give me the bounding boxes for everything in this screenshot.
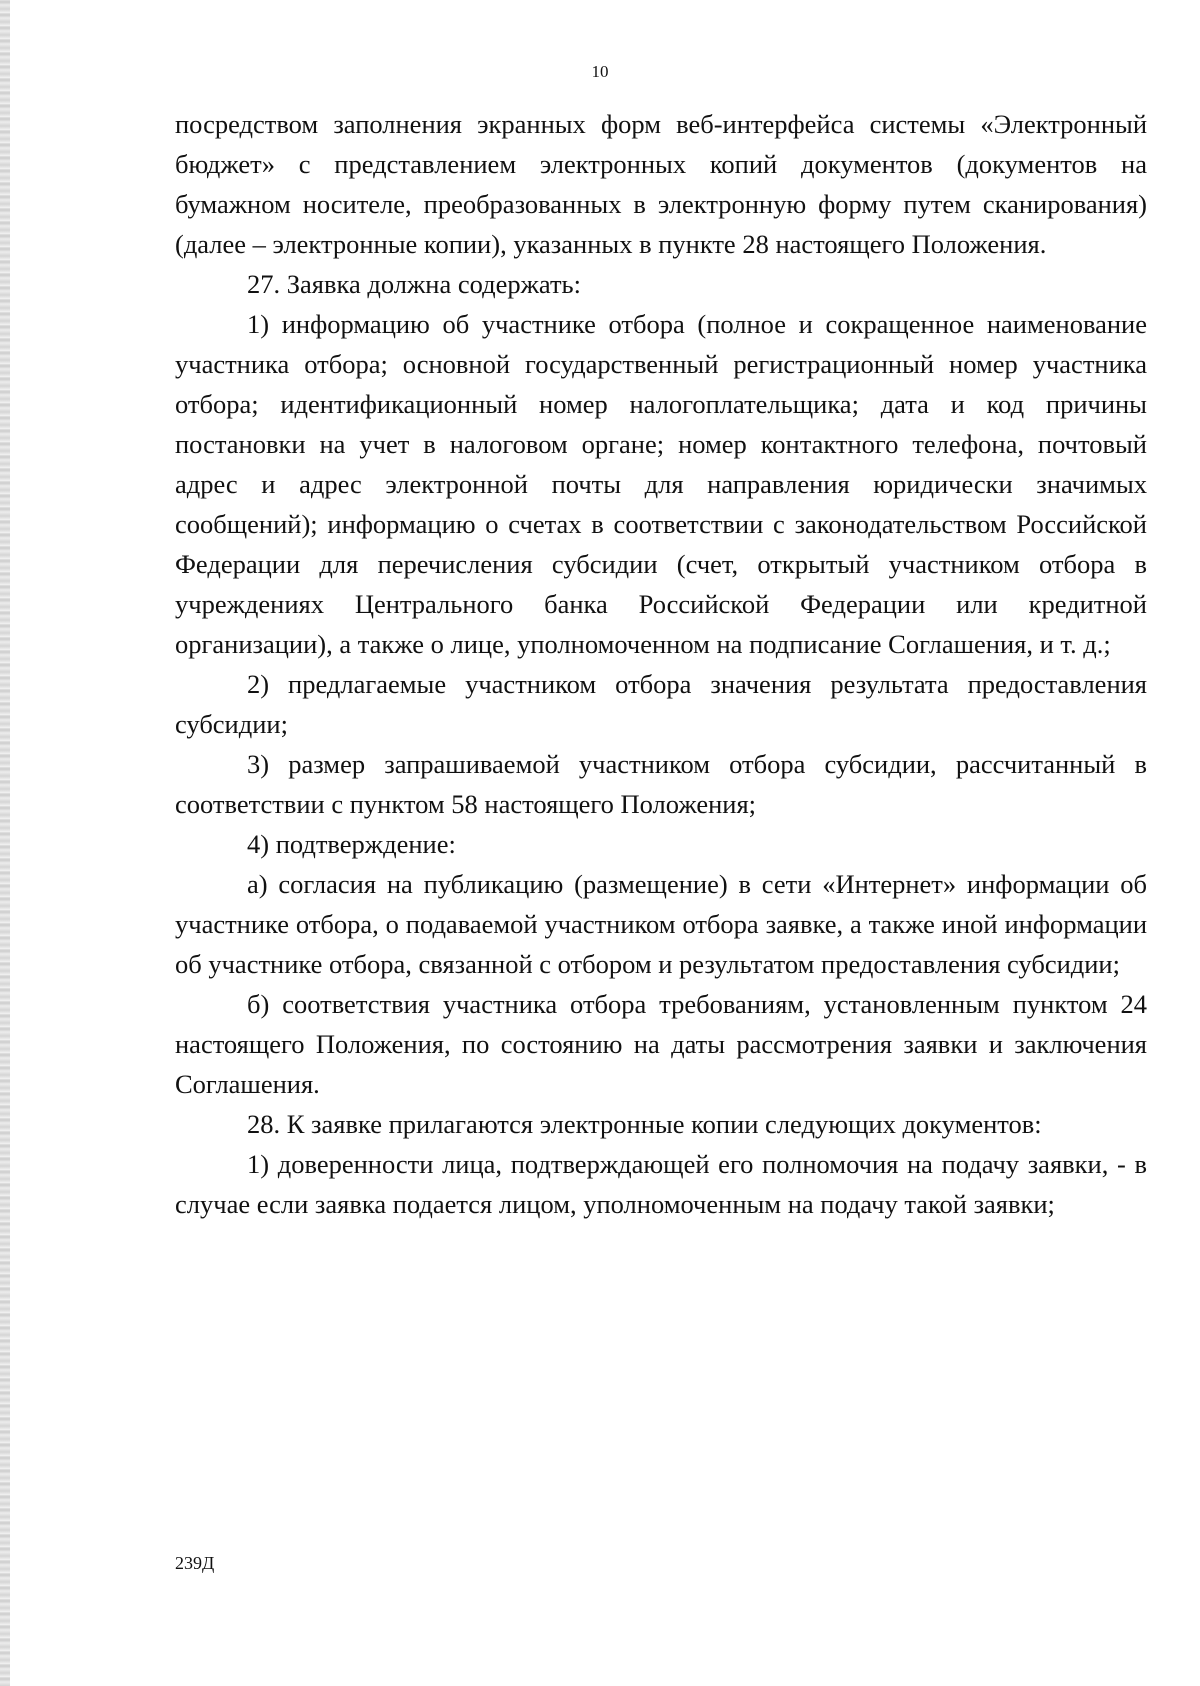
paragraph-item-28-subitem-1: 1) доверенности лица, подтверждающей его полномочия на подачу заявки, - в случае если заявка подается лицом, уполномоченным на подачу такой заявки; <box>175 1149 1147 1219</box>
paragraph-subitem-2: 2) предлагаемые участником отбора значения результата предоставления субсидии; <box>175 669 1147 739</box>
paragraph-subitem-3: 3) размер запрашиваемой участником отбора субсидии, рассчитанный в соответствии с пунктом 58 настоящего Положения; <box>175 749 1147 819</box>
paragraph-subitem-1: 1) информацию об участнике отбора (полное и сокращенное наименование участника отбора; основной государственный регистрационный номер участника отбора; идентификационный номер налогоплательщика; дата и код причины постановки на учет в налоговом органе; номер контактного телефона, почтовый адрес и адрес электронной почты для направления юридически значимых сообщений); информацию о счетах в соответствии с законодательством Российской Федерации для перечисления субсидии (счет, открытый участником отбора в учреждениях Центрального банка Российской Федерации или кредитной организации), а также о лице, уполномоченном на подписание Соглашения, и т. д.; <box>175 309 1147 659</box>
paragraph-subitem-b: б) соответствия участника отбора требованиям, установленным пунктом 24 настоящего Положения, по состоянию на даты рассмотрения заявки и заключения Соглашения. <box>175 989 1147 1099</box>
document-code: 239Д <box>175 1553 215 1573</box>
paragraph-subitem-4: 4) подтверждение: <box>247 829 456 859</box>
paragraph-continuation: посредством заполнения экранных форм веб-интерфейса системы «Электронный бюджет» с представлением электронных копий документов (документов на бумажном носителе, преобразованных в электронную форму путем сканирования) (далее – электронные копии), указанных в пункте 28 настоящего Положения. <box>175 109 1147 259</box>
paragraph-item-27: 27. Заявка должна содержать: <box>247 269 581 299</box>
document-body <box>175 104 1147 1224</box>
paragraph-subitem-a: а) согласия на публикацию (размещение) в сети «Интернет» информации об участнике отбора, о подаваемой участником отбора заявке, а также иной информации об участнике отбора, связанной с отбором и результатом предоставления субсидии; <box>175 869 1147 979</box>
paragraph-item-28: 28. К заявке прилагаются электронные копии следующих документов: <box>247 1109 1042 1139</box>
scan-edge <box>0 0 10 1686</box>
page-number: 10 <box>591 62 609 81</box>
